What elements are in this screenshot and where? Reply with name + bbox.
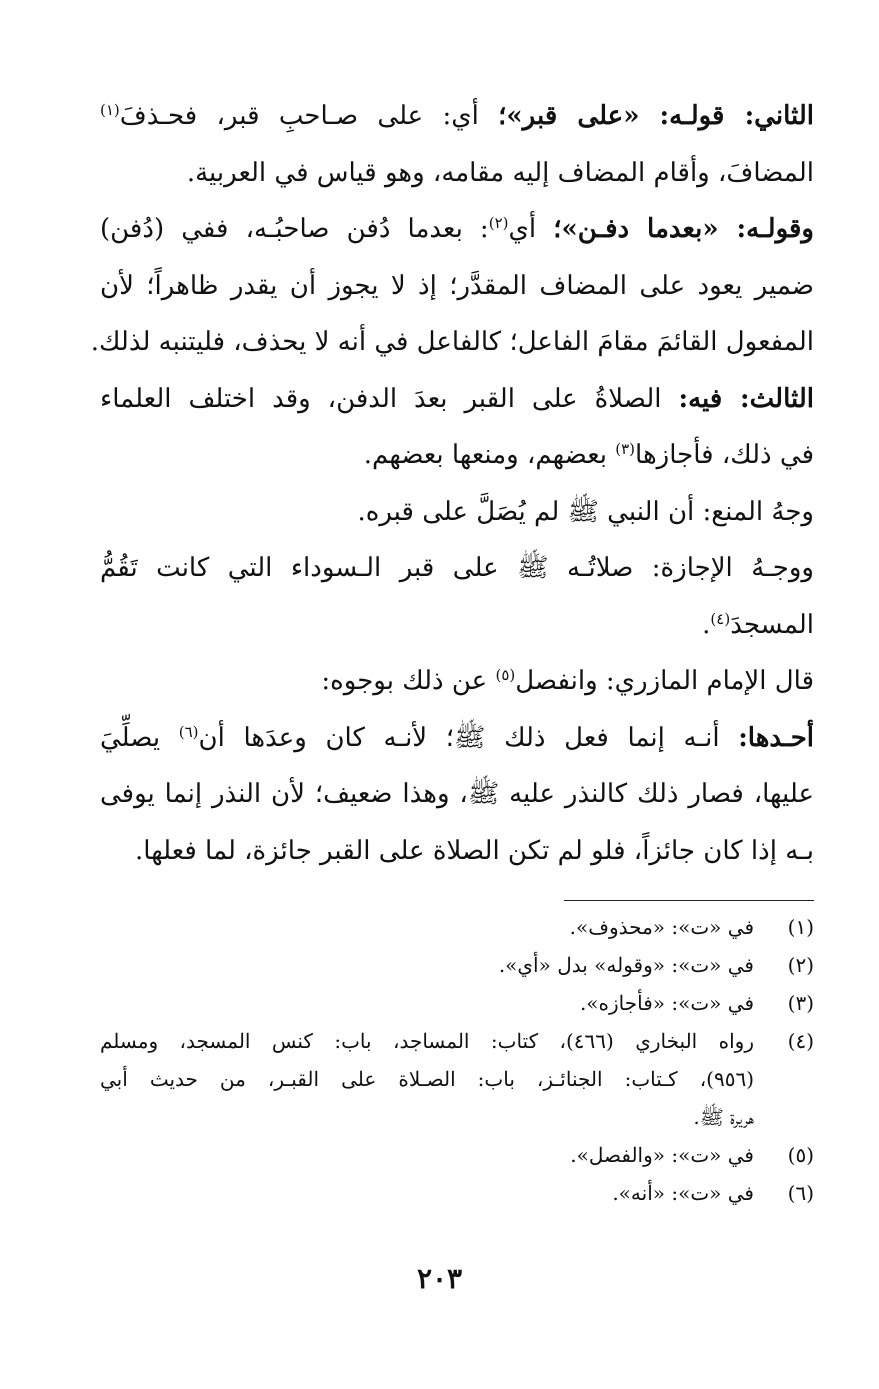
text-line: ووجـهُ الإجازة: صلاتُـه ﷺ على قبر الـسوداء التي كانت تَقُمُّ — [100, 553, 814, 583]
footnote-ref[interactable]: (٤) — [710, 609, 731, 628]
text-line: المضافَ، وأقام المضاف إليه مقامه، وهو قياس في العربية. — [186, 157, 814, 188]
footnote-item — [100, 908, 814, 946]
section-heading: الثاني: قولـه: «على قبر»؛ — [498, 101, 815, 131]
text-line: المفعول القائمَ مقامَ الفاعل؛ كالفاعل في أنه لا يحذف، فليتنبه لذلك. — [90, 327, 814, 357]
footnote-item — [100, 1174, 814, 1212]
footnote-number: (٦) — [787, 1181, 814, 1205]
text-line: أحـدها: أنـه إنما فعل ذلك ﷺ؛ لأنـه كان وعدَها أن$^{(٦)}$ يصلِّيَ — [100, 722, 814, 753]
footnote-divider — [564, 900, 814, 901]
text-line: ضمير يعود على المضاف المقدَّر؛ إذ لا يجوز أن يقدر ظاهراً؛ لأن — [100, 270, 814, 301]
footnote-number: (٤) — [787, 1029, 814, 1053]
footnote-number: (٣) — [787, 991, 814, 1015]
footnote-ref[interactable]: (١) — [100, 101, 120, 119]
section-heading: الثالث: فيه: — [678, 383, 814, 414]
text-line: قال الإمام المازري: وانفصل$^{(٥)}$ عن ذلك بوجوه: — [321, 666, 814, 696]
footnote-text: في «ت»: «وقوله» بدل «أي». — [498, 953, 754, 977]
footnote-ref[interactable]: (٦) — [178, 722, 199, 741]
text-line: وقولـه: «بعدما دفـن»؛ أي$^{(٢)}$: بعدما دُفن صاحبُـه، ففي (دُفن) — [100, 214, 814, 244]
text-line: في ذلك، فأجازها$^{(٣)}$ بعضهم، ومنعها بعضهم. — [363, 440, 814, 470]
footnote-text: في «ت»: «والفصل». — [570, 1143, 754, 1167]
text-line: المسجدَ$^{(٤)}$. — [702, 609, 814, 640]
footnote-text: في «ت»: «محذوف». — [569, 915, 754, 939]
section-heading: وقولـه: «بعدما دفـن»؛ — [553, 214, 814, 244]
text-line: وجهُ المنع: أن النبي ﷺ لم يُصَلَّ على قبره. — [357, 496, 814, 527]
footnote-text: رواه البخاري (٤٦٦)، كتاب: المساجد، باب: كنس المسجد، ومسلم (٩٥٦)، كـتاب: الجنائـز، باب: الصـلاة على القبـر، من حديث أبي هريرة ﷺ. — [100, 1029, 754, 1129]
footnote-item — [100, 1136, 814, 1174]
section-heading: أحـدها: — [738, 722, 814, 753]
footnote-number: (٥) — [787, 1143, 814, 1167]
footnote-text: في «ت»: «أنه». — [612, 1181, 754, 1205]
footnote-item — [100, 1022, 814, 1136]
footnote-ref[interactable]: (٣) — [615, 440, 636, 458]
footnote-item — [100, 946, 814, 984]
text-line: عليها، فصار ذلك كالنذر عليه ﷺ، وهذا ضعيف؛ لأن النذر إنما يوفى — [100, 779, 814, 809]
text-line: الثاني: قولـه: «على قبر»؛ أي: على صـاحبِ قبر، فحـذفَ$^{(١)}$ — [100, 101, 815, 131]
footnote-item — [100, 984, 814, 1022]
page-number: ٢٠٣ — [416, 1262, 463, 1295]
text-line: الثالث: فيه: الصلاةُ على القبر بعدَ الدفن، وقد اختلف العلماء — [100, 383, 814, 414]
text-line: بـه إذا كان جائزاً، فلو لم تكن الصلاة على القبر جائزة، لما فعلها. — [135, 835, 814, 866]
main-text — [90, 88, 815, 879]
footnote-ref[interactable]: (٥) — [495, 666, 516, 684]
footnote-ref[interactable]: (٢) — [488, 214, 509, 232]
footnote-text: في «ت»: «فأجازه». — [579, 991, 754, 1015]
footnotes — [100, 908, 814, 1212]
footnote-number: (٢) — [787, 953, 814, 977]
footnote-number: (١) — [787, 915, 814, 939]
